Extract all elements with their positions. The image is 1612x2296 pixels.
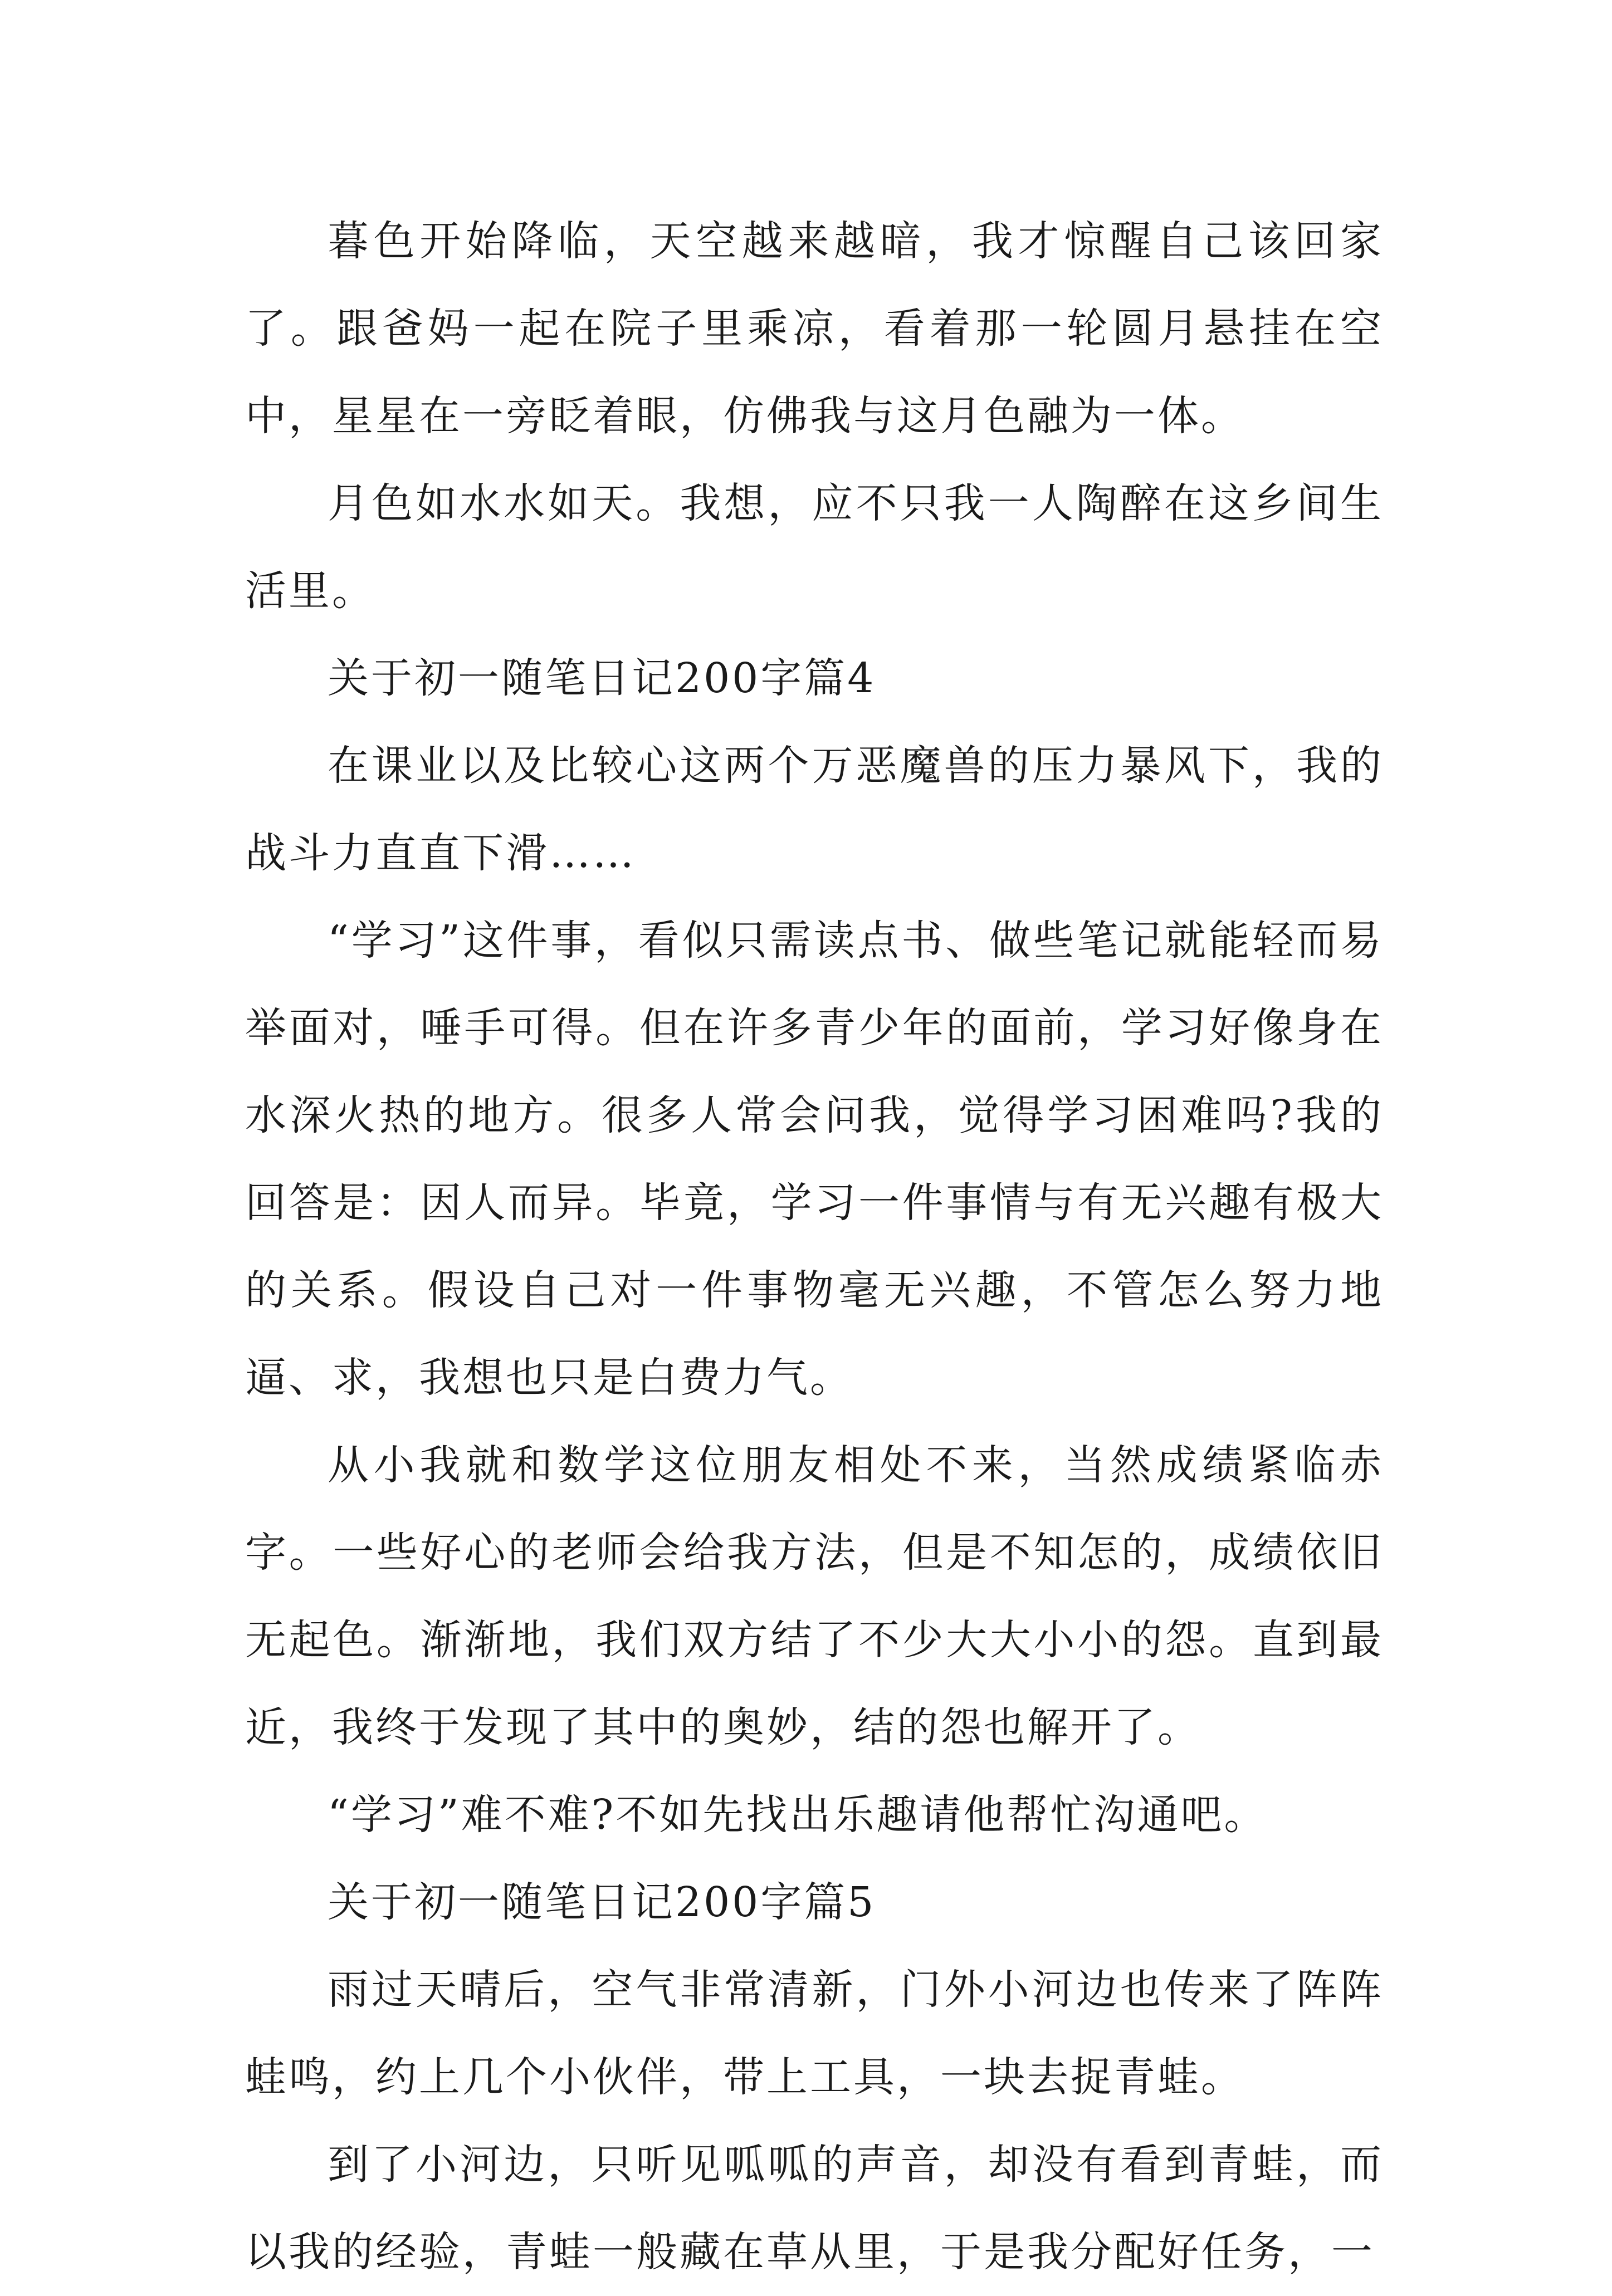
paragraph: 月色如水水如天。我想，应不只我一人陶醉在这乡间生活里。 (245, 479, 1384, 615)
section-heading: 关于初一随笔日记200字篇5 (328, 1878, 876, 1926)
paragraph: 暮色开始降临，天空越来越暗，我才惊醒自己该回家了。跟爸妈一起在院子里乘凉，看着那一轮圆月悬挂在空中，星星在一旁眨着眼，仿佛我与这月色融为一体。 (245, 217, 1384, 440)
paragraph: “学习”难不难?不如先找出乐趣请他帮忙沟通吧。 (328, 1791, 1268, 1839)
section-heading: 关于初一随笔日记200字篇4 (328, 654, 876, 702)
paragraph: 从小我就和数学这位朋友相处不来，当然成绩紧临赤字。一些好心的老师会给我方法，但是不知怎的，成绩依旧无起色。渐渐地，我们双方结了不少大大小小的怨。直到最近，我终于发现了其中的奥妙，结的怨也解开了。 (245, 1441, 1384, 1751)
paragraph: 在课业以及比较心这两个万恶魔兽的压力暴风下，我的战斗力直直下滑…… (245, 742, 1384, 877)
paragraph: 雨过天晴后，空气非常清新，门外小河边也传来了阵阵蛙鸣，约上几个小伙伴，带上工具，一块去捉青蛙。 (245, 1966, 1384, 2101)
paragraph: “学习”这件事，看似只需读点书、做些笔记就能轻而易举面对，唾手可得。但在许多青少年的面前，学习好像身在水深火热的地方。很多人常会问我，觉得学习困难吗?我的回答是：因人而异。毕竟，学习一件事情与有无兴趣有极大的关系。假设自己对一件事物毫无兴趣，不管怎么努力地逼、求，我想也只是白费力气。 (245, 917, 1384, 1402)
paragraph: 到了小河边，只听见呱呱的声音，却没有看到青蛙，而以我的经验，青蛙一般藏在草从里，于是我分配好任务，一 (245, 2141, 1384, 2276)
document-body (245, 198, 1384, 2296)
